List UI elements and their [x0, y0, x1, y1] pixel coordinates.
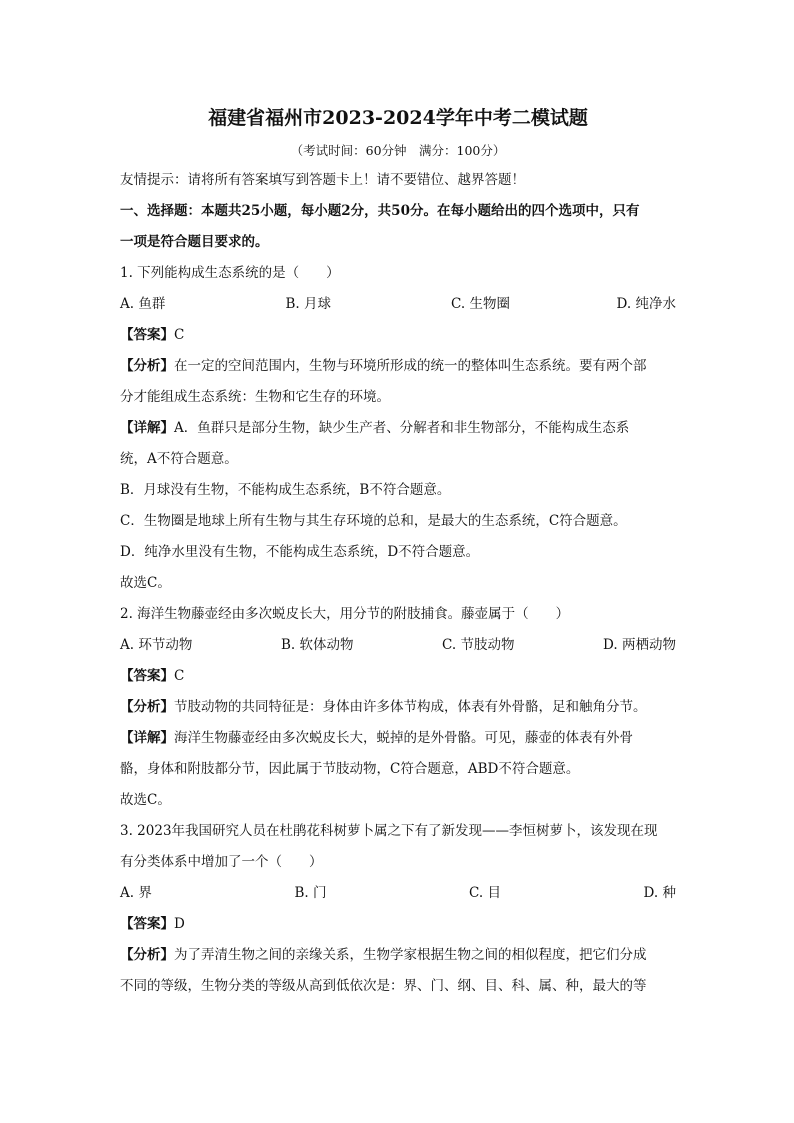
question-1-options: [120, 289, 676, 320]
question-2-detail-line-1: [120, 723, 676, 754]
question-1-detail-line-4: C．生物圈是地球上所有生物与其生存环境的总和，是最大的生态系统，C符合题意。: [120, 513, 627, 529]
question-1-answer: [120, 320, 676, 351]
page-title: 福建省福州市2023-2024学年中考二模试题: [208, 107, 588, 129]
section-heading-line-2: 一项是符合题目要求的。: [120, 234, 269, 250]
detail-text: 海洋生物藤壶经由多次蜕皮长大，蜕掉的是外骨骼。可见，藤壶的体表有外骨: [174, 730, 633, 746]
question-1-stem: 1. 下列能构成生态系统的是（ ）: [120, 265, 340, 281]
question-3-options: [120, 878, 676, 909]
question-1-detail-line-5: D．纯净水里没有生物，不能构成生态系统，D不符合题意。: [120, 544, 480, 560]
question-1-detail-line-3: B．月球没有生物，不能构成生态系统，B不符合题意。: [120, 482, 451, 498]
answer-tag: 【答案】: [120, 668, 174, 684]
question-3-analysis-line-1: [120, 940, 676, 971]
detail-tag: 【详解】: [120, 420, 174, 436]
question-3-stem-line-2: 有分类体系中增加了一个（ ）: [120, 854, 323, 870]
question-1-detail-line-2: 统，A不符合题意。: [120, 451, 238, 467]
question-3-answer: [120, 909, 676, 940]
option-d: D. 种: [643, 885, 676, 901]
question-1-analysis-line-2: 分才能组成生态系统：生物和它生存的环境。: [120, 389, 390, 405]
question-2-stem: 2. 海洋生物藤壶经由多次蜕皮长大，用分节的附肢捕食。藤壶属于（ ）: [120, 606, 570, 622]
answer-tag: 【答案】: [120, 916, 174, 932]
option-c: C. 生物圈: [451, 296, 510, 312]
option-a: A. 界: [120, 885, 152, 901]
analysis-tag: 【分析】: [120, 947, 174, 963]
answer-value: C: [174, 668, 185, 684]
analysis-text: 节肢动物的共同特征是：身体由许多体节构成，体表有外骨骼，足和触角分节。: [174, 699, 647, 715]
option-d: D. 纯净水: [616, 296, 676, 312]
option-a: A. 鱼群: [120, 296, 166, 312]
notice-line: 友情提示：请将所有答案填写到答题卡上！请不要错位、越界答题！: [120, 172, 525, 188]
exam-info: （考试时间：60分钟 满分：100分）: [290, 143, 506, 158]
option-c: C. 节肢动物: [442, 637, 515, 653]
option-d: D. 两栖动物: [603, 637, 676, 653]
question-1-conclusion: 故选C。: [120, 575, 171, 591]
question-2-detail-line-2: 骼，身体和附肢都分节，因此属于节肢动物，C符合题意，ABD不符合题意。: [120, 761, 580, 777]
section-heading-line-1: 一、选择题：本题共25小题，每小题2分，共50分。在每小题给出的四个选项中，只有: [120, 203, 640, 219]
question-1-detail-line-1: [120, 413, 676, 444]
question-2-answer: [120, 661, 676, 692]
analysis-tag: 【分析】: [120, 358, 174, 374]
question-1-analysis-line-1: [120, 351, 676, 382]
answer-value: D: [174, 916, 185, 932]
option-b: B. 月球: [285, 296, 332, 312]
option-c: C. 目: [469, 885, 501, 901]
analysis-text: 为了弄清生物之间的亲缘关系，生物学家根据生物之间的相似程度，把它们分成: [174, 947, 647, 963]
answer-tag: 【答案】: [120, 327, 174, 343]
detail-text: A．鱼群只是部分生物，缺少生产者、分解者和非生物部分，不能构成生态系: [174, 420, 630, 436]
question-2-analysis-line-1: [120, 692, 676, 723]
detail-tag: 【详解】: [120, 730, 174, 746]
document-content: [120, 104, 676, 1002]
option-b: B. 软体动物: [281, 637, 354, 653]
option-a: A. 环节动物: [120, 637, 193, 653]
option-b: B. 门: [294, 885, 327, 901]
answer-value: C: [174, 327, 185, 343]
question-2-options: [120, 630, 676, 661]
question-3-stem-line-1: 3. 2023年我国研究人员在杜鹃花科树萝卜属之下有了新发现——李恒树萝卜，该发现在现: [120, 823, 658, 839]
question-3-analysis-line-2: 不同的等级，生物分类的等级从高到低依次是：界、门、纲、目、科、属、种，最大的等: [120, 978, 647, 994]
analysis-text: 在一定的空间范围内，生物与环境所形成的统一的整体叫生态系统。要有两个部: [174, 358, 647, 374]
analysis-tag: 【分析】: [120, 699, 174, 715]
question-2-conclusion: 故选C。: [120, 792, 171, 808]
